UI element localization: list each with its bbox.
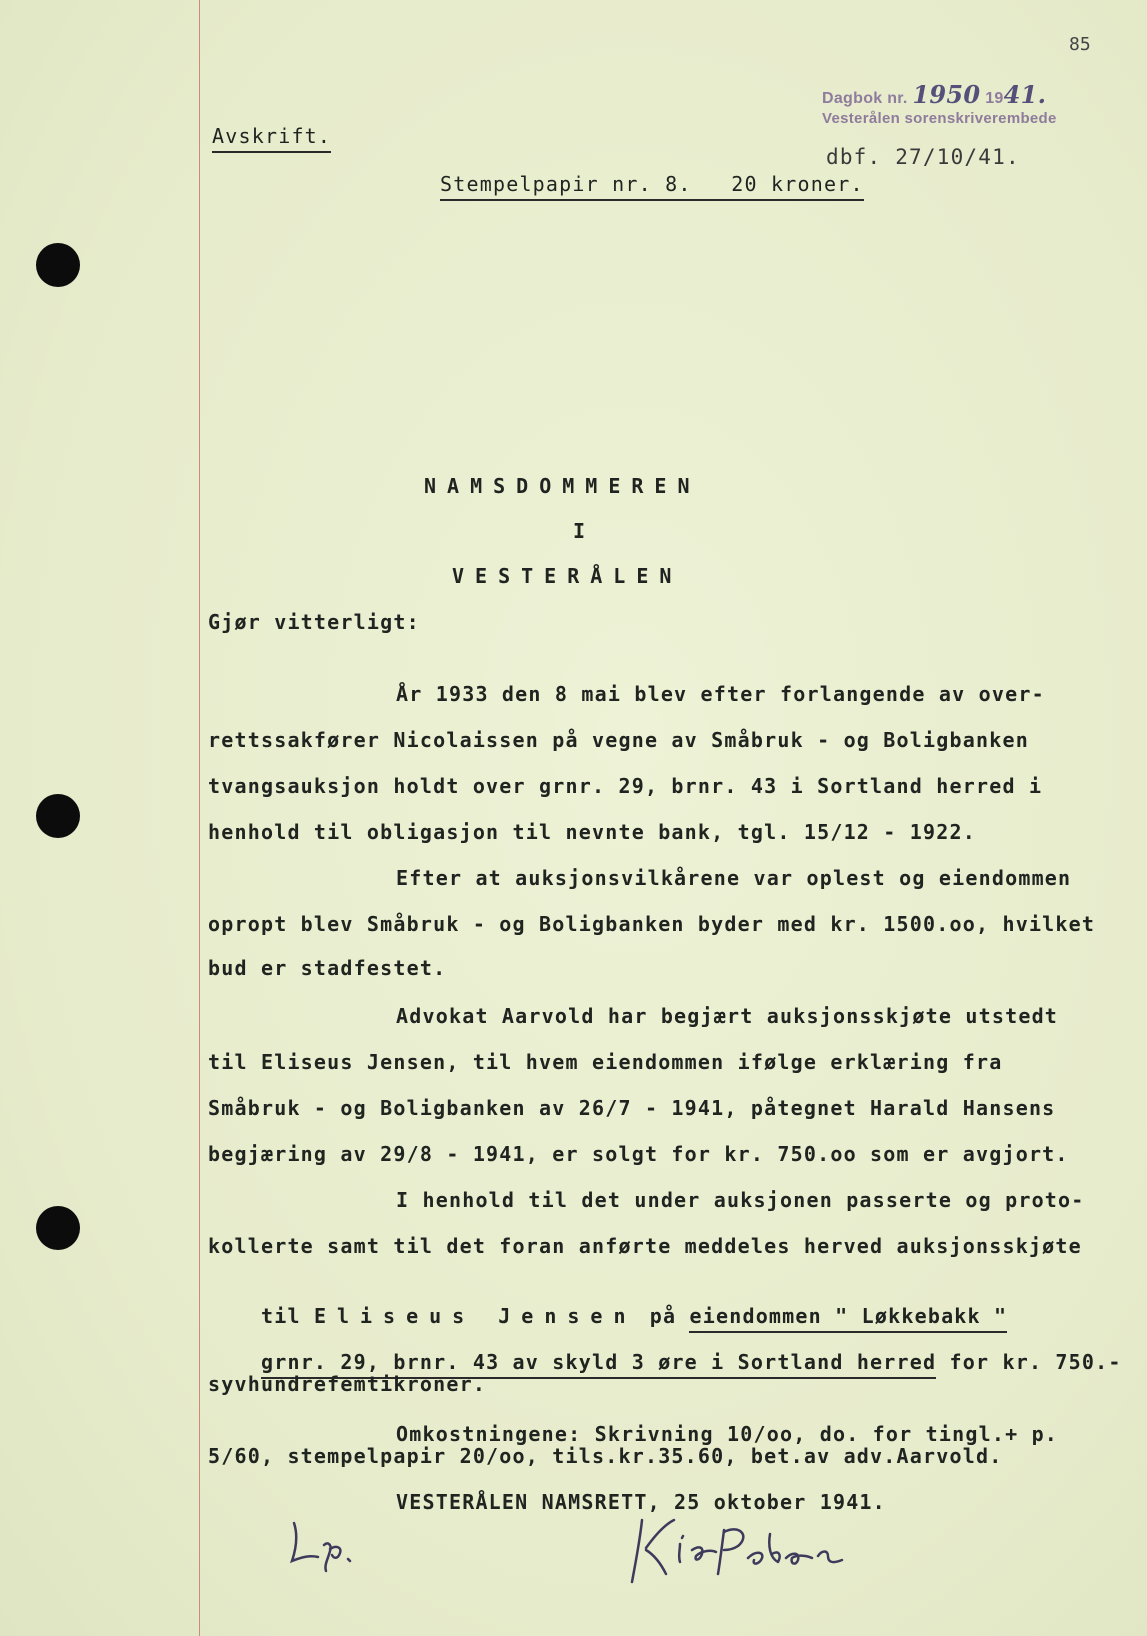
dbf-date: dbf. 27/10/41. xyxy=(826,145,1020,169)
body-line: rettssakfører Nicolaissen på vegne av Småbruk - og Boligbanken xyxy=(208,728,1029,752)
page-number: 85 xyxy=(1069,34,1091,55)
heading-i: I xyxy=(573,519,597,543)
body-line: tvangsauksjon holdt over grnr. 29, brnr. 43 i Sortland herred i xyxy=(208,774,1043,798)
property-name: eiendommen " Løkkebakk " xyxy=(689,1304,1007,1333)
body-line: til Eliseus Jensen på eiendommen " Løkkebakk " xyxy=(208,1280,1007,1352)
body-line: begjæring av 29/8 - 1941, er solgt for kr. 750.oo som er avgjort. xyxy=(208,1142,1069,1166)
stempelpapir-label: Stempelpapir nr. 8. 20 kroner. xyxy=(440,172,864,201)
body-line: Omkostningene: Skrivning 10/oo, do. for tingl.+ p. xyxy=(396,1422,1059,1446)
diary-stamp-line2: Vesterålen sorenskriverembede xyxy=(822,110,1057,127)
body-line: henhold til obligasjon til nevnte bank, tgl. 15/12 - 1922. xyxy=(208,820,976,844)
diary-stamp-line1: Dagbok nr. 1950 1941. xyxy=(822,80,1047,109)
body-line: bud er stadfestet. xyxy=(208,956,447,980)
body-line: Småbruk - og Boligbanken av 26/7 - 1941, påtegnet Harald Hansens xyxy=(208,1096,1056,1120)
punch-hole xyxy=(36,1206,80,1250)
heading-namsdommeren: NAMSDOMMEREN xyxy=(424,474,701,498)
body-line: Advokat Aarvold har begjært auksjonsskjøte utstedt xyxy=(396,1004,1059,1028)
judge-signature xyxy=(622,1510,882,1590)
body-line: kollerte samt til det foran anførte meddeles herved auksjonsskjøte xyxy=(208,1234,1082,1258)
punch-hole xyxy=(36,794,80,838)
punch-hole xyxy=(36,243,80,287)
avskrift-label: Avskrift. xyxy=(212,124,331,153)
body-line: til Eliseus Jensen, til hvem eiendommen ifølge erklæring fra xyxy=(208,1050,1003,1074)
body-line: År 1933 den 8 mai blev efter forlangende av over- xyxy=(396,682,1045,706)
body-line: 5/60, stempelpapir 20/oo, tils.kr.35.60, bet.av adv.Aarvold. xyxy=(208,1444,1003,1468)
body-line: Efter at auksjonsvilkårene var oplest og eiendommen xyxy=(396,866,1072,890)
heading-vesteralen: VESTERÅLEN xyxy=(452,564,683,588)
closing-line: VESTERÅLEN NAMSRETT, 25 oktober 1941. xyxy=(396,1490,886,1514)
margin-line xyxy=(199,0,200,1636)
initials-signature xyxy=(284,1515,384,1575)
intro-text: Gjør vitterligt: xyxy=(208,610,420,634)
body-line: grnr. 29, brnr. 43 av skyld 3 øre i Sortland herred for kr. 750.- xyxy=(208,1326,1122,1398)
body-line: syvhundrefemtikroner. xyxy=(208,1372,487,1396)
body-line: I henhold til det under auksjonen passerte og proto- xyxy=(396,1188,1085,1212)
buyer-name: Eliseus Jensen xyxy=(313,1304,637,1328)
property-description: grnr. 29, brnr. 43 av skyld 3 øre i Sortland herred xyxy=(261,1350,936,1379)
body-line: opropt blev Småbruk - og Boligbanken byder med kr. 1500.oo, hvilket xyxy=(208,912,1096,936)
